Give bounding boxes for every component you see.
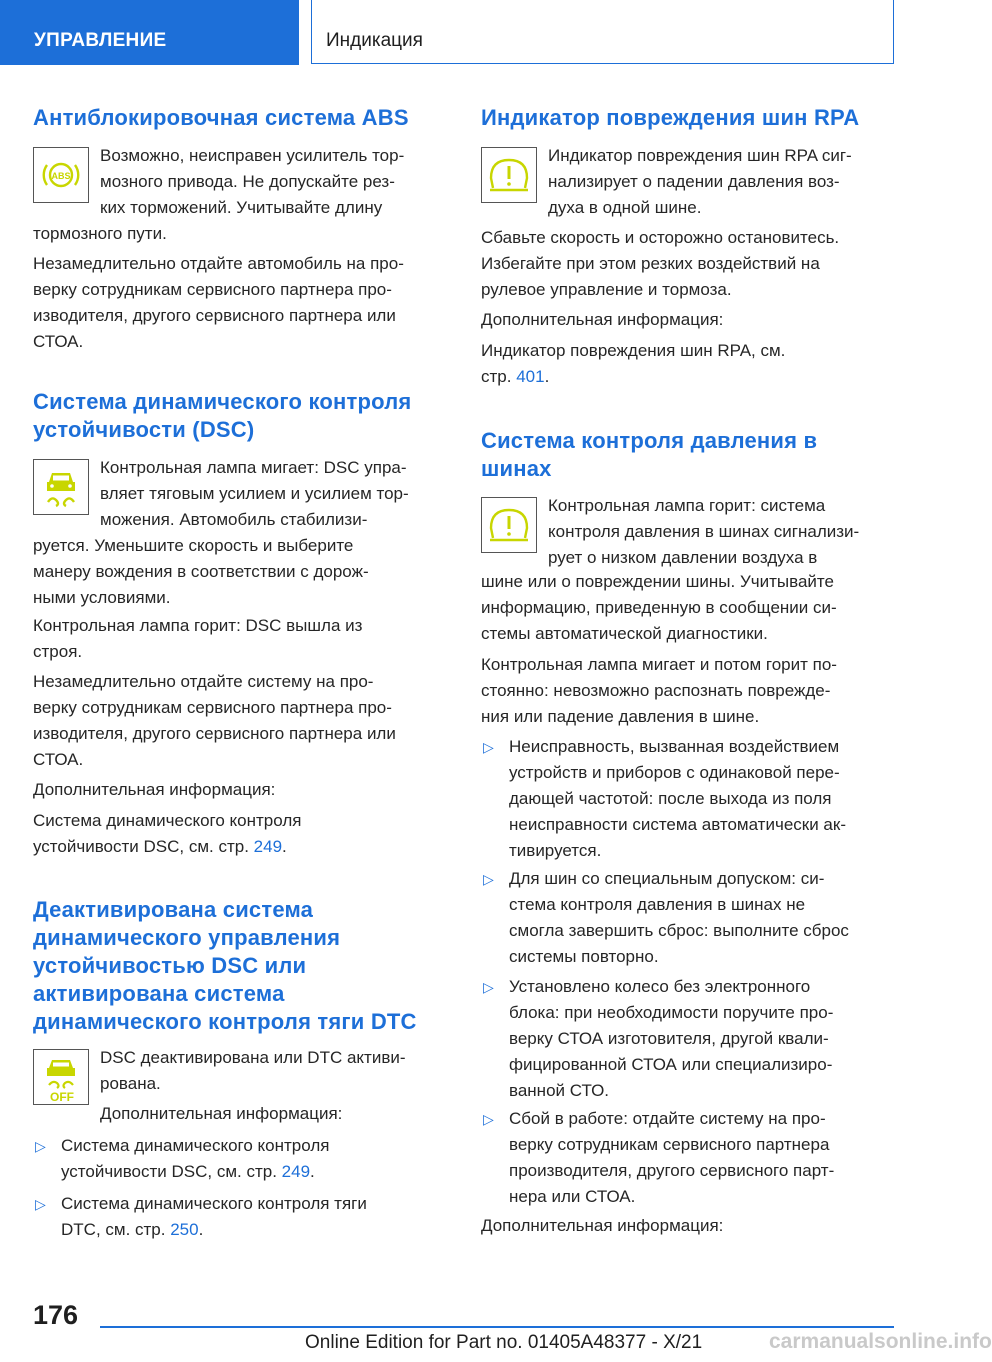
list-item xyxy=(481,734,895,864)
footer-divider xyxy=(100,1326,894,1328)
tire-pressure-icon xyxy=(481,497,537,553)
page-link-250[interactable]: 250 xyxy=(170,1220,199,1239)
text-line: изводителя, другого сервисного партнера или xyxy=(33,724,396,743)
text-line: тормозного пути. xyxy=(33,224,167,243)
svg-text:ABS: ABS xyxy=(51,171,71,181)
text-line xyxy=(61,1159,447,1185)
list-item xyxy=(481,866,895,970)
text-line: Установлено колесо без электронного xyxy=(509,977,811,996)
dsc-para-5 xyxy=(33,808,447,860)
text-line: мозного привода. Не допускайте рез- xyxy=(100,172,395,191)
text-line xyxy=(481,364,895,390)
text-line: Сбавьте скорость и осторожно остановитесь. xyxy=(481,228,840,247)
page-link-249[interactable]: 249 xyxy=(253,837,283,856)
dsc-off-label: OFF xyxy=(50,1090,74,1104)
abs-para-1b xyxy=(33,221,447,247)
chapter-title: Индикация xyxy=(326,30,423,51)
text-line: рует о низком давлении воздуха в xyxy=(548,548,818,567)
rpa-heading: Индикатор повреждения шин RPA xyxy=(481,105,860,130)
text-line: шине или о повреждении шины. Учитывайте xyxy=(481,572,834,591)
text-line: Контрольная лампа горит: система xyxy=(548,496,826,515)
dsc-off-icon xyxy=(33,1049,89,1105)
text-line: верку сотрудникам сервисного партнера про- xyxy=(33,698,392,717)
dsc-para-3 xyxy=(33,669,447,773)
text-line: производителя, другого сервисного парт- xyxy=(509,1161,835,1180)
text-line: Избегайте при этом резких воздействий на xyxy=(481,254,820,273)
text-span: . xyxy=(310,1162,315,1181)
text-line: стоянно: невозможно распознать поврежде- xyxy=(481,681,831,700)
tire-warning-icon xyxy=(481,147,537,203)
text-span: стр. xyxy=(481,367,517,386)
text-line: верку сотрудникам сервисного партнера про- xyxy=(33,280,392,299)
dsc-para-4: Дополнительная информация: xyxy=(33,780,276,799)
chapter-tab xyxy=(311,0,894,64)
heading-line: динамического контроля тяги DTC xyxy=(33,1009,417,1034)
text-line: системы повторно. xyxy=(509,947,659,966)
text-line: рулевое управление и тормоза. xyxy=(481,280,732,299)
text-line: Индикатор повреждения шин RPA, см. xyxy=(481,341,786,360)
list-item xyxy=(33,1133,447,1185)
text-line: блока: при необходимости поручите про- xyxy=(509,1003,834,1022)
triangle-bullet-icon: ▷ xyxy=(35,1196,46,1212)
text-line: фицированной СТОА или специализиро- xyxy=(509,1055,833,1074)
text-line: строя. xyxy=(33,642,83,661)
text-line: Возможно, неисправен усилитель тор- xyxy=(100,146,405,165)
dsc-para-1a xyxy=(100,455,447,533)
dsc-skid-icon xyxy=(33,459,89,515)
text-span: устойчивости DSC, см. стр. xyxy=(33,837,254,856)
text-span: . xyxy=(282,837,287,856)
heading-line: динамического управления xyxy=(33,925,341,950)
page-number: 176 xyxy=(33,1300,79,1330)
tpm-para-2 xyxy=(481,652,895,730)
text-span: DTC, см. стр. xyxy=(61,1220,171,1239)
triangle-bullet-icon: ▷ xyxy=(35,1138,46,1154)
text-line: ких торможений. Учитывайте длину xyxy=(100,198,383,217)
text-span: устойчивости DSC, см. стр. xyxy=(61,1162,282,1181)
text-line: Контрольная лампа мигает: DSC упра- xyxy=(100,458,407,477)
heading-line: Система контроля давления в xyxy=(481,428,818,453)
rpa-para-3: Дополнительная информация: xyxy=(481,310,724,329)
text-line: руется. Уменьшите скорость и выберите xyxy=(33,536,354,555)
text-line: Контрольная лампа мигает и потом горит по- xyxy=(481,655,837,674)
section-title: УПРАВЛЕНИЕ xyxy=(34,30,167,51)
text-line: вляет тяговым усилием и усилием тор- xyxy=(100,484,409,503)
text-line: СТОА. xyxy=(33,750,84,769)
tpm-heading xyxy=(481,427,895,483)
text-line: манеру вождения в соответствии с дорож- xyxy=(33,562,369,581)
text-span: . xyxy=(198,1220,204,1239)
text-line: DSC деактивирована или DTC активи- xyxy=(100,1048,406,1067)
page-link-401[interactable]: 401 xyxy=(516,367,545,386)
heading-line: Деактивирована система xyxy=(33,897,314,922)
dsc-para-1b xyxy=(33,533,447,611)
watermark-brand: carmanualsonline.info xyxy=(769,1330,992,1353)
text-line: верку СТОА изготовителя, другой квали- xyxy=(509,1029,829,1048)
triangle-bullet-icon: ▷ xyxy=(483,1111,494,1127)
heading-line: шинах xyxy=(481,456,552,481)
text-line: Незамедлительно отдайте систему на про- xyxy=(33,672,374,691)
rpa-para-4 xyxy=(481,338,895,390)
dtc-para-2: Дополнительная информация: xyxy=(100,1104,343,1123)
text-line: можения. Автомобиль стабилизи- xyxy=(100,510,368,529)
rpa-para-2 xyxy=(481,225,895,303)
text-line: верку сотрудникам сервисного партнера xyxy=(509,1135,830,1154)
triangle-bullet-icon: ▷ xyxy=(483,979,494,995)
text-line: ния или падение давления в шине. xyxy=(481,707,760,726)
text-line: стемы автоматической диагностики. xyxy=(481,624,768,643)
text-line: дающей частотой: после выхода из поля xyxy=(509,789,832,808)
text-line: неисправности система автоматически ак- xyxy=(509,815,846,834)
text-line: Индикатор повреждения шин RPA сиг- xyxy=(548,146,852,165)
list-item xyxy=(33,1191,447,1243)
dsc-para-2 xyxy=(33,613,447,665)
text-line: Сбой в работе: отдайте систему на про- xyxy=(509,1109,826,1128)
section-tab xyxy=(0,0,299,65)
text-line: Система динамического контроля xyxy=(61,1136,330,1155)
dtc-heading xyxy=(33,896,447,1036)
text-span: . xyxy=(544,367,550,386)
tpm-para-3: Дополнительная информация: xyxy=(481,1216,724,1235)
rpa-para-1 xyxy=(548,143,895,221)
dsc-heading xyxy=(33,388,447,444)
tpm-para-1b xyxy=(481,569,895,647)
list-item xyxy=(481,1106,895,1210)
text-line: тивируется. xyxy=(509,841,602,860)
text-line: изводителя, другого сервисного партнера или xyxy=(33,306,396,325)
heading-line: устойчивостью DSC или xyxy=(33,953,307,978)
text-line xyxy=(61,1217,447,1243)
text-line: Система динамического контроля тяги xyxy=(61,1194,367,1213)
dtc-para-1 xyxy=(100,1045,447,1097)
text-line: стема контроля давления в шинах не xyxy=(509,895,806,914)
abs-heading: Антиблокировочная система ABS xyxy=(33,105,409,130)
text-line: нера или СТОА. xyxy=(509,1187,636,1206)
heading-line: Система динамического контроля xyxy=(33,389,412,414)
triangle-bullet-icon: ▷ xyxy=(483,739,494,755)
text-line: ванной СТО. xyxy=(509,1081,610,1100)
abs-para-1a xyxy=(100,143,447,221)
text-line: смогла завершить сброс: выполните сброс xyxy=(509,921,849,940)
text-line: духа в одной шине. xyxy=(548,198,702,217)
text-line: рована. xyxy=(100,1074,161,1093)
text-line: контроля давления в шинах сигнализи- xyxy=(548,522,860,541)
text-line: Незамедлительно отдайте автомобиль на про- xyxy=(33,254,404,273)
triangle-bullet-icon: ▷ xyxy=(483,871,494,887)
heading-line: устойчивости (DSC) xyxy=(33,417,255,442)
list-item xyxy=(481,974,895,1104)
text-line: нализирует о падении давления воз- xyxy=(548,172,840,191)
text-line: Неисправность, вызванная воздействием xyxy=(509,737,840,756)
text-line: СТОА. xyxy=(33,332,84,351)
abs-warning-icon xyxy=(33,147,89,203)
text-line: Для шин со специальным допуском: си- xyxy=(509,869,825,888)
heading-line: активирована система xyxy=(33,981,285,1006)
text-line xyxy=(33,834,447,860)
edition-note: Online Edition for Part no. 01405A48377 - X/21 xyxy=(305,1332,703,1353)
abs-para-2 xyxy=(33,251,447,355)
page-link-249[interactable]: 249 xyxy=(281,1162,311,1181)
text-line: Система динамического контроля xyxy=(33,811,302,830)
text-line: информацию, приведенную в сообщении си- xyxy=(481,598,837,617)
tpm-para-1a xyxy=(548,493,895,571)
text-line: ными условиями. xyxy=(33,588,171,607)
text-line: устройств и приборов с одинаковой пере- xyxy=(509,763,840,782)
text-line: Контрольная лампа горит: DSC вышла из xyxy=(33,616,363,635)
